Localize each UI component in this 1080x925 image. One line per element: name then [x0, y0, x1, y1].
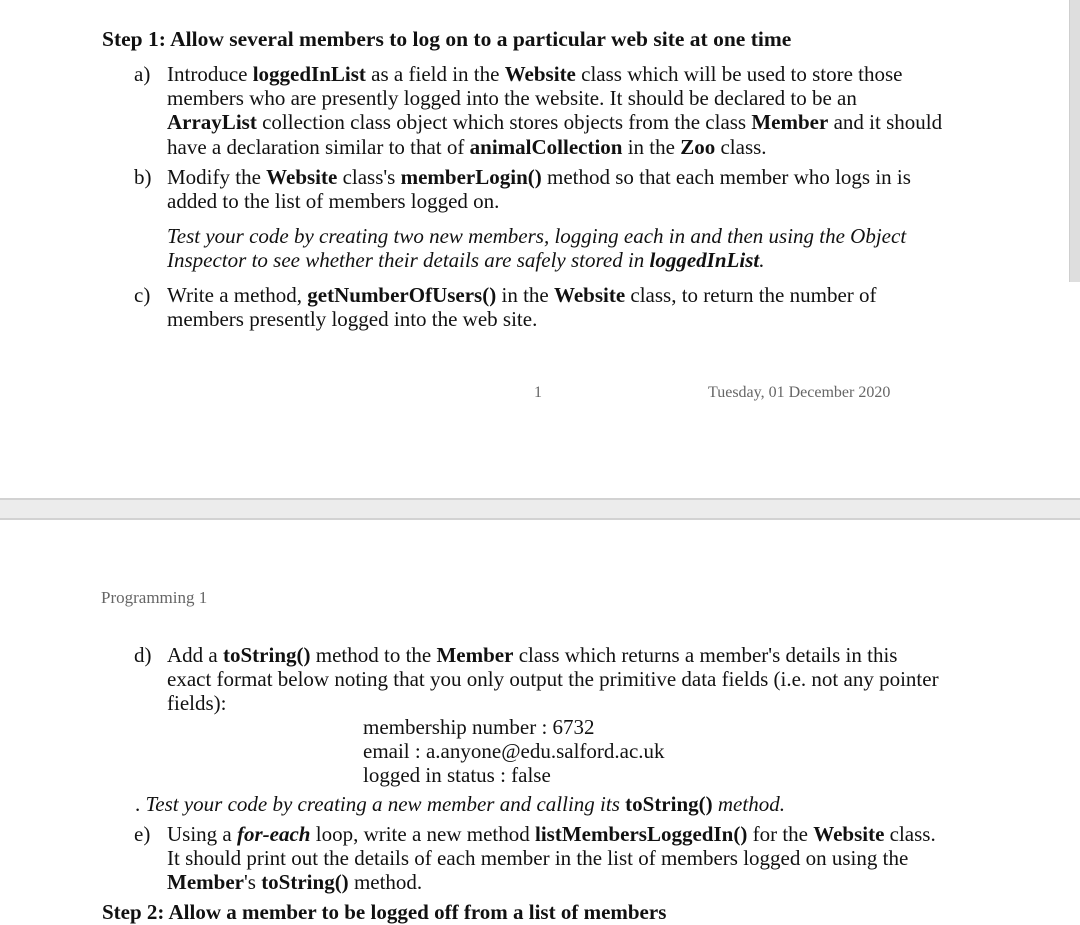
- code-term: ArrayList: [167, 110, 257, 135]
- scrollbar-thumb[interactable]: [1069, 0, 1080, 282]
- code-term: Member: [751, 110, 829, 135]
- footer-date: Tuesday, 01 December 2020: [708, 384, 891, 401]
- code-term: toString(): [223, 643, 311, 667]
- page-separator: [0, 498, 1080, 520]
- code-term: Website: [266, 165, 338, 189]
- code-term: Zoo: [680, 134, 716, 159]
- code-term: toString(): [625, 792, 713, 816]
- format-line-status: logged in status : false: [363, 763, 551, 788]
- list-marker: d): [134, 643, 152, 667]
- code-term: listMembersLoggedIn(): [535, 822, 748, 846]
- step-2-heading-cutoff: Step 2: Allow a member to be logged off from a list of members: [102, 900, 667, 924]
- code-term: Member: [436, 643, 514, 667]
- code-term: loggedInList: [649, 248, 760, 273]
- document-page-1: Step 1: Allow several members to log on to a particular web site at one time a) Introduce loggedInList as a field in the Website class which will be used to store those members who are presently logged into the website. It should be declared to be an ArrayList collection class object which stores objects from the class Member and it should have a declaration similar to that of animalCollection in the Zoo class. b) Modify the Website class's memberLogin() method so that each member who logs in is added to the list of members logged on. Test your code by creating two new members, logging each in and then using the Object Inspector to see whether their details are safely stored in loggedInList. c) Write a method, getNumberOfUsers() in the Website class, to return the number of members presently logged into the web site. 1 Tuesday, 01 December 2020: [0, 0, 1080, 498]
- list-marker: e): [134, 822, 151, 846]
- list-marker: a): [134, 62, 151, 86]
- code-term: loggedInList: [252, 62, 366, 86]
- page-number: 1: [534, 384, 542, 401]
- list-marker: c): [134, 283, 151, 307]
- code-term: Member: [167, 870, 244, 895]
- document-page-2: Programming 1 d) Add a toString() method to the Member class which returns a member's details in this exact format below noting that you only output the primitive data fields (i.e. not any pointer fields): membership number : 6732 email : a.anyone@edu.salford.ac.uk logged in status : false . Test your code by creating a new member and calling its toString() method. e) Using a for-each loop, write a new method listMembersLoggedIn() for the Website class. It should print out the details of each member in the list of members logged on using the Member's toString() method. Step 2: Allow a member to be logged off from a list of members: [0, 520, 1080, 912]
- code-term: animalCollection: [469, 134, 623, 159]
- tostring-format-example: [363, 715, 665, 788]
- format-line-email: email : a.anyone@edu.salford.ac.uk: [363, 739, 665, 764]
- test-instruction-d: . Test your code by creating a new member and calling its toString() method.: [135, 792, 785, 816]
- list-marker: b): [134, 165, 152, 189]
- test-instruction-b: Test your code by creating two new members, logging each in and then using the Object Inspector to see whether their details are safely stored in loggedInList.: [167, 224, 907, 273]
- code-term: Website: [553, 283, 626, 307]
- code-term: toString(): [261, 870, 349, 895]
- format-line-membership: membership number : 6732: [363, 715, 595, 739]
- code-term: memberLogin(): [400, 165, 542, 189]
- step-1-heading: Step 1: Allow several members to log on to a particular web site at one time: [102, 27, 792, 51]
- page-header-title: Programming 1: [101, 588, 208, 607]
- code-term: Website: [504, 62, 576, 86]
- code-term: for-each: [237, 822, 311, 846]
- code-term: getNumberOfUsers(): [307, 283, 497, 307]
- code-term: Website: [813, 822, 885, 846]
